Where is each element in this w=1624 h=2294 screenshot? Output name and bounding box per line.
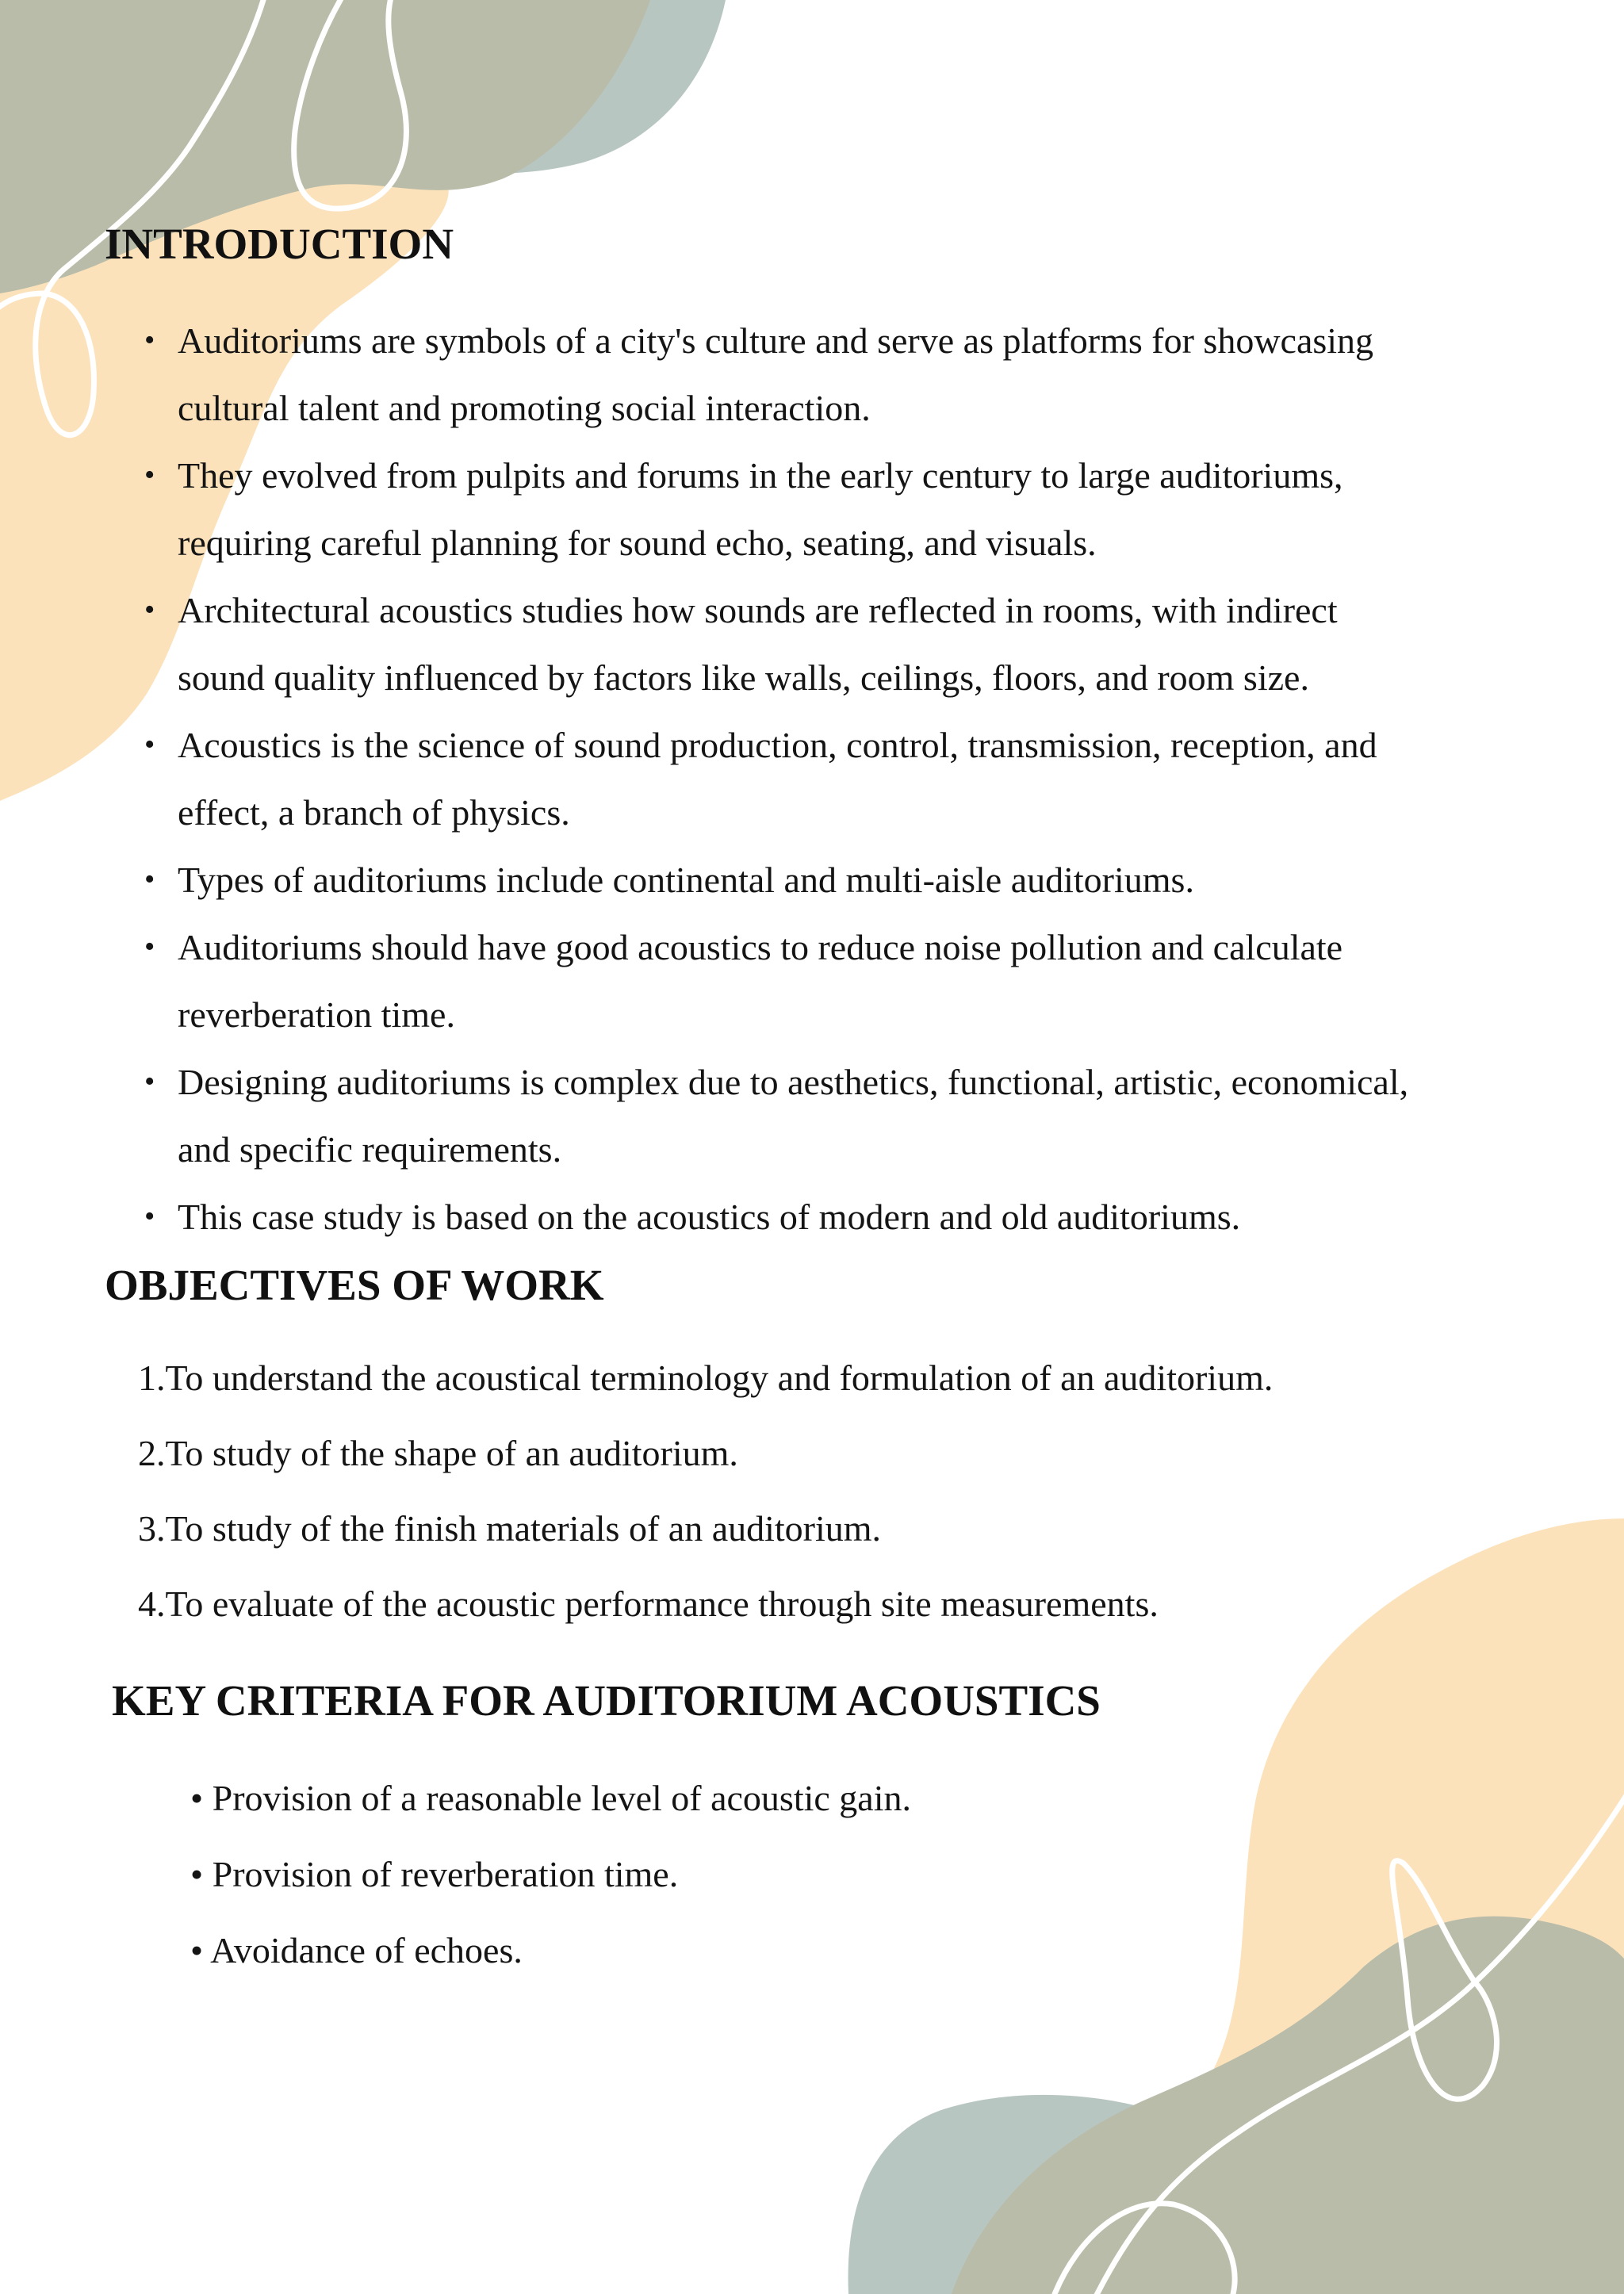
intro-bullet-line: requiring careful planning for sound echo, seating, and visuals.: [178, 523, 1097, 563]
intro-bullet-line: and specific requirements.: [178, 1129, 562, 1170]
bullet-dot-icon: •: [144, 930, 155, 963]
intro-bullet-line: Auditoriums are symbols of a city's culture and serve as platforms for showcasing: [178, 320, 1374, 361]
objective-item: 3.To study of the finish materials of an auditorium.: [138, 1508, 882, 1549]
objective-item: 1.To understand the acoustical terminology and formulation of an auditorium.: [138, 1358, 1274, 1398]
intro-bullet-line: Acoustics is the science of sound production, control, transmission, reception, and: [178, 725, 1377, 765]
criteria-item: • Provision of a reasonable level of acoustic gain.: [190, 1778, 911, 1818]
objectives-list: [138, 1340, 1273, 1641]
intro-bullet-item: [144, 576, 1597, 711]
introduction-bullet-list: [144, 307, 1597, 1250]
intro-bullet-item: [144, 442, 1597, 576]
criteria-item: • Avoidance of echoes.: [190, 1930, 523, 1970]
intro-bullet-line: effect, a branch of physics.: [178, 792, 570, 833]
key-criteria-list: [190, 1760, 911, 1989]
intro-bullet-item: [144, 913, 1597, 1048]
criteria-item: • Provision of reverberation time.: [190, 1854, 679, 1894]
intro-bullet-line: They evolved from pulpits and forums in the early century to large auditoriums,: [178, 455, 1343, 496]
intro-bullet-line: Designing auditoriums is complex due to aesthetics, functional, artistic, economical,: [178, 1062, 1409, 1102]
objective-item: 2.To study of the shape of an auditorium.: [138, 1433, 738, 1473]
intro-bullet-item: [144, 1183, 1597, 1250]
bullet-dot-icon: •: [144, 1065, 155, 1098]
intro-bullet-line: reverberation time.: [178, 994, 455, 1035]
bullet-dot-icon: •: [144, 324, 155, 357]
intro-bullet-line: This case study is based on the acoustics of modern and old auditoriums.: [178, 1197, 1241, 1237]
key-criteria-heading: KEY CRITERIA FOR AUDITORIUM ACOUSTICS: [112, 1676, 1101, 1725]
objectives-heading: OBJECTIVES OF WORK: [105, 1261, 604, 1309]
intro-bullet-line: Auditoriums should have good acoustics to reduce noise pollution and calculate: [178, 927, 1343, 967]
bullet-dot-icon: •: [144, 863, 155, 896]
intro-bullet-item: [144, 711, 1597, 846]
introduction-heading: INTRODUCTION: [105, 220, 454, 268]
bullet-dot-icon: •: [144, 593, 155, 626]
intro-bullet-item: [144, 1048, 1597, 1183]
objective-item: 4.To evaluate of the acoustic performance through site measurements.: [138, 1584, 1159, 1624]
intro-bullet-line: cultural talent and promoting social interaction.: [178, 388, 871, 428]
intro-bullet-line: sound quality influenced by factors like walls, ceilings, floors, and room size.: [178, 657, 1309, 698]
intro-bullet-item: [144, 846, 1597, 913]
bullet-dot-icon: •: [144, 458, 155, 492]
intro-bullet-item: [144, 307, 1597, 442]
bullet-dot-icon: •: [144, 1200, 155, 1233]
bullet-dot-icon: •: [144, 728, 155, 761]
intro-bullet-line: Architectural acoustics studies how sounds are reflected in rooms, with indirect: [178, 590, 1338, 630]
intro-bullet-line: Types of auditoriums include continental and multi-aisle auditoriums.: [178, 860, 1194, 900]
